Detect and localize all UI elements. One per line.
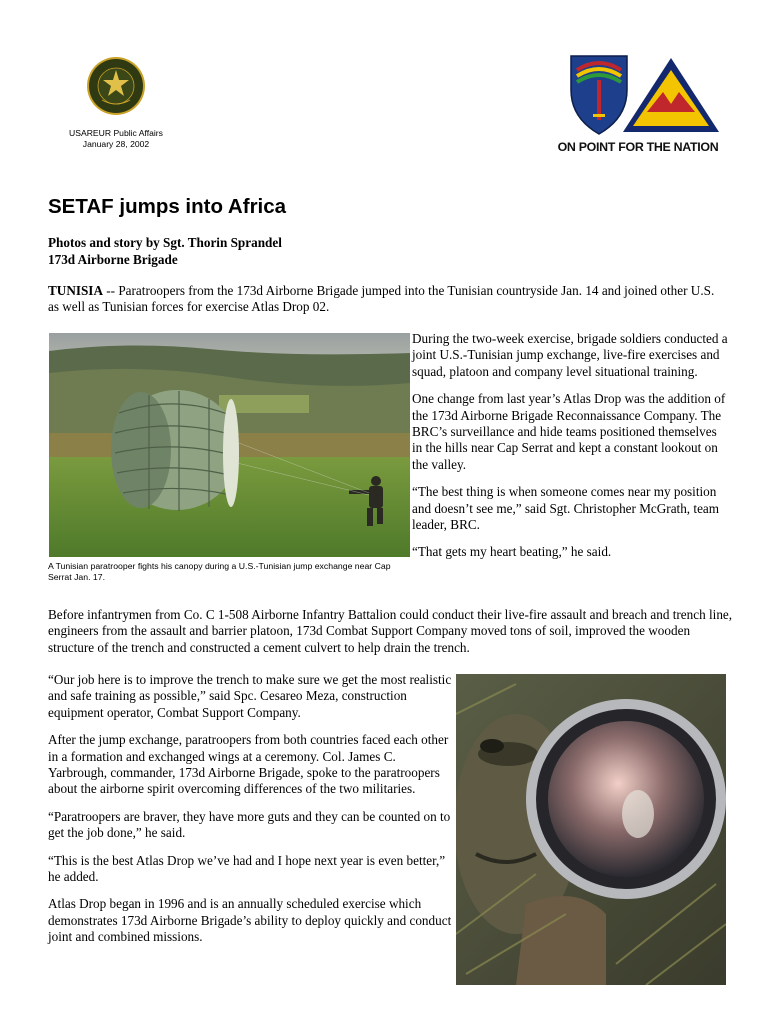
photo-paratrooper-canopy bbox=[49, 333, 410, 557]
paragraph-history: Atlas Drop began in 1996 and is an annually scheduled exercise which demonstrates 173d Airborne Brigade’s ability to deploy quickly and conduct joint and combined missions. bbox=[48, 896, 452, 945]
quote-best-atlas-drop: “This is the best Atlas Drop we’ve had and I hope next year is even better,” he added. bbox=[48, 852, 446, 885]
byline-author: Photos and story by Sgt. Thorin Sprandel bbox=[48, 235, 282, 250]
right-column bbox=[412, 331, 728, 572]
intro-text: -- Paratroopers from the 173d Airborne Brigade jumped into the Tunisian countryside Jan. 14 and joined other U.S. as well as Tunisian forces for exercise Atlas Drop 02. bbox=[48, 283, 715, 315]
publisher-info bbox=[30, 128, 202, 149]
paragraph-exercise: During the two-week exercise, brigade soldiers conducted a joint U.S.-Tunisian jump exchange, live-fire exercises and squad, platoon and company level situational training. bbox=[412, 331, 728, 379]
quote-mcgrath: “The best thing is when someone comes near my position and doesn’t see me,” said Sgt. Christopher McGrath, team leader, BRC. bbox=[412, 484, 720, 533]
org-name: USAREUR Public Affairs bbox=[69, 128, 163, 138]
paragraph-ceremony: After the jump exchange, paratroopers from both countries faced each other in a formation and exchanged wings at a ceremony. Col. James C. Yarbrough, commander, 173d Airborne Brigade, spoke to the paratroopers about the airborne spirit overcoming differences of the two militaries. bbox=[48, 732, 449, 797]
quote-meza: “Our job here is to improve the trench to make sure we get the most realistic and safe training as possible,” said Spc. Cesareo Meza, construction equipment operator, Combat Support Company. bbox=[48, 672, 452, 720]
paragraph-brc: One change from last year’s Atlas Drop was the addition of the 173d Airborne Brigade Reconnaissance Company. The BRC’s surveillance and hide teams positioned themselves in the hills near Cap Serrat and kept a constant lookout on the valley. bbox=[412, 391, 726, 472]
quote-heart-beating: “That gets my heart beating,” he said. bbox=[412, 544, 612, 560]
dateline: TUNISIA bbox=[48, 283, 103, 298]
article-headline: SETAF jumps into Africa bbox=[48, 195, 287, 218]
byline bbox=[48, 235, 282, 268]
motto-text: ON POINT FOR THE NATION bbox=[557, 140, 719, 154]
paragraph-engineers: Before infantrymen from Co. C 1-508 Airborne Infantry Battalion could conduct their live-fire assault and breach and trench line, engineers from the assault and barrier platoon, 173d Combat Support Company moved tons of soil, improved the wooden structure of the trench and constructed a cement culvert to help drain the trench. bbox=[48, 607, 733, 655]
public-affairs-seal bbox=[86, 56, 146, 116]
byline-unit: 173d Airborne Brigade bbox=[48, 251, 178, 267]
intro-paragraph bbox=[48, 283, 728, 316]
release-date: January 28, 2002 bbox=[82, 138, 150, 149]
photo1-caption: A Tunisian paratrooper fights his canopy during a U.S.-Tunisian jump exchange near Cap Serrat Jan. 17. bbox=[48, 561, 391, 582]
left-column bbox=[48, 672, 454, 957]
unit-insignia-logo bbox=[557, 52, 723, 136]
quote-braver: “Paratroopers are braver, they have more guts and they can be counted on to get the job done,” he said. bbox=[48, 808, 451, 841]
photo-soldier-scope bbox=[456, 674, 726, 985]
